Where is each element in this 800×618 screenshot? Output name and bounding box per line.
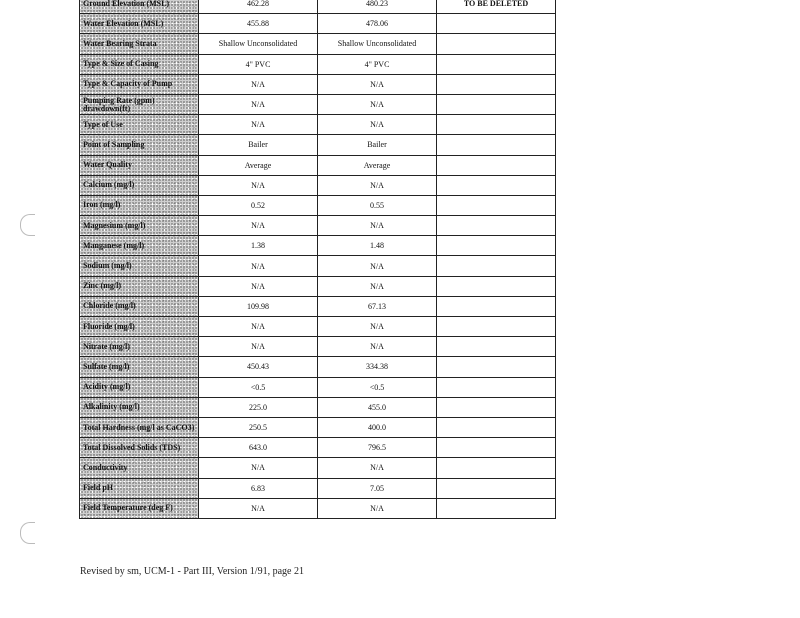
table-row <box>80 74 556 94</box>
well-3-value <box>437 498 556 518</box>
well-1-value: 455.88 <box>199 14 318 34</box>
well-1-value: 0.52 <box>199 195 318 215</box>
well-2-value: Shallow Unconsolidated <box>318 34 437 54</box>
row-label: Magnesium (mg/l) <box>80 216 199 236</box>
row-label: Fluoride (mg/l) <box>80 317 199 337</box>
well-1-value: N/A <box>199 175 318 195</box>
table-row <box>80 115 556 135</box>
well-3-value <box>437 74 556 94</box>
well-2-value: 480.23 <box>318 0 437 14</box>
row-label: Field pH <box>80 478 199 498</box>
well-2-value: N/A <box>318 337 437 357</box>
row-label: Calcium (mg/l) <box>80 175 199 195</box>
well-1-value: 4" PVC <box>199 54 318 74</box>
row-label: Manganese (mg/l) <box>80 236 199 256</box>
well-3-value <box>437 337 556 357</box>
row-label: Conductivity <box>80 458 199 478</box>
well-2-value: N/A <box>318 74 437 94</box>
well-3-value <box>437 458 556 478</box>
well-1-value: Shallow Unconsolidated <box>199 34 318 54</box>
well-3-value <box>437 94 556 114</box>
well-1-value: N/A <box>199 276 318 296</box>
well-2-value: N/A <box>318 94 437 114</box>
well-1-value: 462.28 <box>199 0 318 14</box>
well-3-value <box>437 216 556 236</box>
well-1-value: N/A <box>199 317 318 337</box>
row-label: Pumping Rate (gpm) drawdown(ft) <box>80 94 199 114</box>
well-3-value <box>437 34 556 54</box>
well-3-value <box>437 195 556 215</box>
well-1-value: N/A <box>199 337 318 357</box>
well-2-value: 455.0 <box>318 397 437 417</box>
well-2-value: 1.48 <box>318 236 437 256</box>
table-row <box>80 0 556 14</box>
well-1-value: Average <box>199 155 318 175</box>
well-3-value: TO BE DELETED <box>437 0 556 14</box>
well-2-value: 0.55 <box>318 195 437 215</box>
row-label: Type & Capacity of Pump <box>80 74 199 94</box>
well-2-value: N/A <box>318 498 437 518</box>
well-2-value: Average <box>318 155 437 175</box>
table-row <box>80 14 556 34</box>
well-1-value: <0.5 <box>199 377 318 397</box>
well-1-value: 1.38 <box>199 236 318 256</box>
table-row <box>80 175 556 195</box>
well-3-value <box>437 276 556 296</box>
row-label: Type of Use <box>80 115 199 135</box>
table-row <box>80 357 556 377</box>
table-row <box>80 34 556 54</box>
row-label: Field Temperature (deg F) <box>80 498 199 518</box>
well-1-value: N/A <box>199 74 318 94</box>
well-3-value <box>437 397 556 417</box>
well-3-value <box>437 54 556 74</box>
row-label: Type & Size of Casing <box>80 54 199 74</box>
well-3-value <box>437 377 556 397</box>
row-label: Water Quality <box>80 155 199 175</box>
table-row <box>80 195 556 215</box>
well-2-value: 400.0 <box>318 417 437 437</box>
table-row <box>80 216 556 236</box>
well-1-value: 109.98 <box>199 296 318 316</box>
row-label: Water Bearing Strata <box>80 34 199 54</box>
table-row <box>80 498 556 518</box>
well-2-value: N/A <box>318 175 437 195</box>
table-row <box>80 377 556 397</box>
well-1-value: 225.0 <box>199 397 318 417</box>
table-row <box>80 417 556 437</box>
well-3-value <box>437 296 556 316</box>
row-label: Point of Sampling <box>80 135 199 155</box>
row-label: Zinc (mg/l) <box>80 276 199 296</box>
row-label: Sodium (mg/l) <box>80 256 199 276</box>
well-1-value: N/A <box>199 94 318 114</box>
row-label: Chloride (mg/l) <box>80 296 199 316</box>
table-row <box>80 397 556 417</box>
well-1-value: Bailer <box>199 135 318 155</box>
table-row <box>80 236 556 256</box>
well-2-value: <0.5 <box>318 377 437 397</box>
well-2-value: N/A <box>318 276 437 296</box>
row-label: Ground Elevation (MSL) <box>80 0 199 14</box>
well-3-value <box>437 155 556 175</box>
well-2-value: 478.06 <box>318 14 437 34</box>
table-row <box>80 54 556 74</box>
table-row <box>80 94 556 114</box>
punch-hole-top <box>20 214 35 236</box>
table-row <box>80 438 556 458</box>
table-row <box>80 256 556 276</box>
row-label: Alkalinity (mg/l) <box>80 397 199 417</box>
well-1-value: N/A <box>199 498 318 518</box>
table-row <box>80 458 556 478</box>
well-1-value: 450.43 <box>199 357 318 377</box>
well-1-value: N/A <box>199 216 318 236</box>
well-2-value: 334.38 <box>318 357 437 377</box>
well-3-value <box>437 14 556 34</box>
row-label: Sulfate (mg/l) <box>80 357 199 377</box>
well-2-value: 7.05 <box>318 478 437 498</box>
well-1-value: 6.83 <box>199 478 318 498</box>
page-footer: Revised by sm, UCM-1 - Part III, Version 1/91, page 21 <box>80 566 304 577</box>
well-2-value: N/A <box>318 256 437 276</box>
well-1-value: N/A <box>199 256 318 276</box>
well-1-value: N/A <box>199 115 318 135</box>
well-3-value <box>437 256 556 276</box>
well-3-value <box>437 135 556 155</box>
punch-hole-bottom <box>20 522 35 544</box>
well-1-value: 643.0 <box>199 438 318 458</box>
well-2-value: N/A <box>318 458 437 478</box>
well-2-value: 4" PVC <box>318 54 437 74</box>
well-2-value: Bailer <box>318 135 437 155</box>
row-label: Nitrate (mg/l) <box>80 337 199 357</box>
well-2-value: N/A <box>318 317 437 337</box>
well-2-value: N/A <box>318 216 437 236</box>
row-label: Total Hardness (mg/l as CaCO3) <box>80 417 199 437</box>
row-label: Acidity (mg/l) <box>80 377 199 397</box>
well-3-value <box>437 175 556 195</box>
table-row <box>80 478 556 498</box>
well-3-value <box>437 115 556 135</box>
well-3-value <box>437 317 556 337</box>
row-label: Iron (mg/l) <box>80 195 199 215</box>
row-label: Total Dissolved Solids (TDS) <box>80 438 199 458</box>
water-quality-table <box>79 0 556 519</box>
table-row <box>80 276 556 296</box>
well-1-value: N/A <box>199 458 318 478</box>
row-label: Water Elevation (MSL) <box>80 14 199 34</box>
well-3-value <box>437 438 556 458</box>
well-3-value <box>437 236 556 256</box>
well-3-value <box>437 417 556 437</box>
well-2-value: N/A <box>318 115 437 135</box>
table-row <box>80 337 556 357</box>
table-row <box>80 317 556 337</box>
well-1-value: 250.5 <box>199 417 318 437</box>
well-3-value <box>437 357 556 377</box>
well-3-value <box>437 478 556 498</box>
table-row <box>80 155 556 175</box>
table-row <box>80 296 556 316</box>
table-row <box>80 135 556 155</box>
well-2-value: 67.13 <box>318 296 437 316</box>
well-2-value: 796.5 <box>318 438 437 458</box>
